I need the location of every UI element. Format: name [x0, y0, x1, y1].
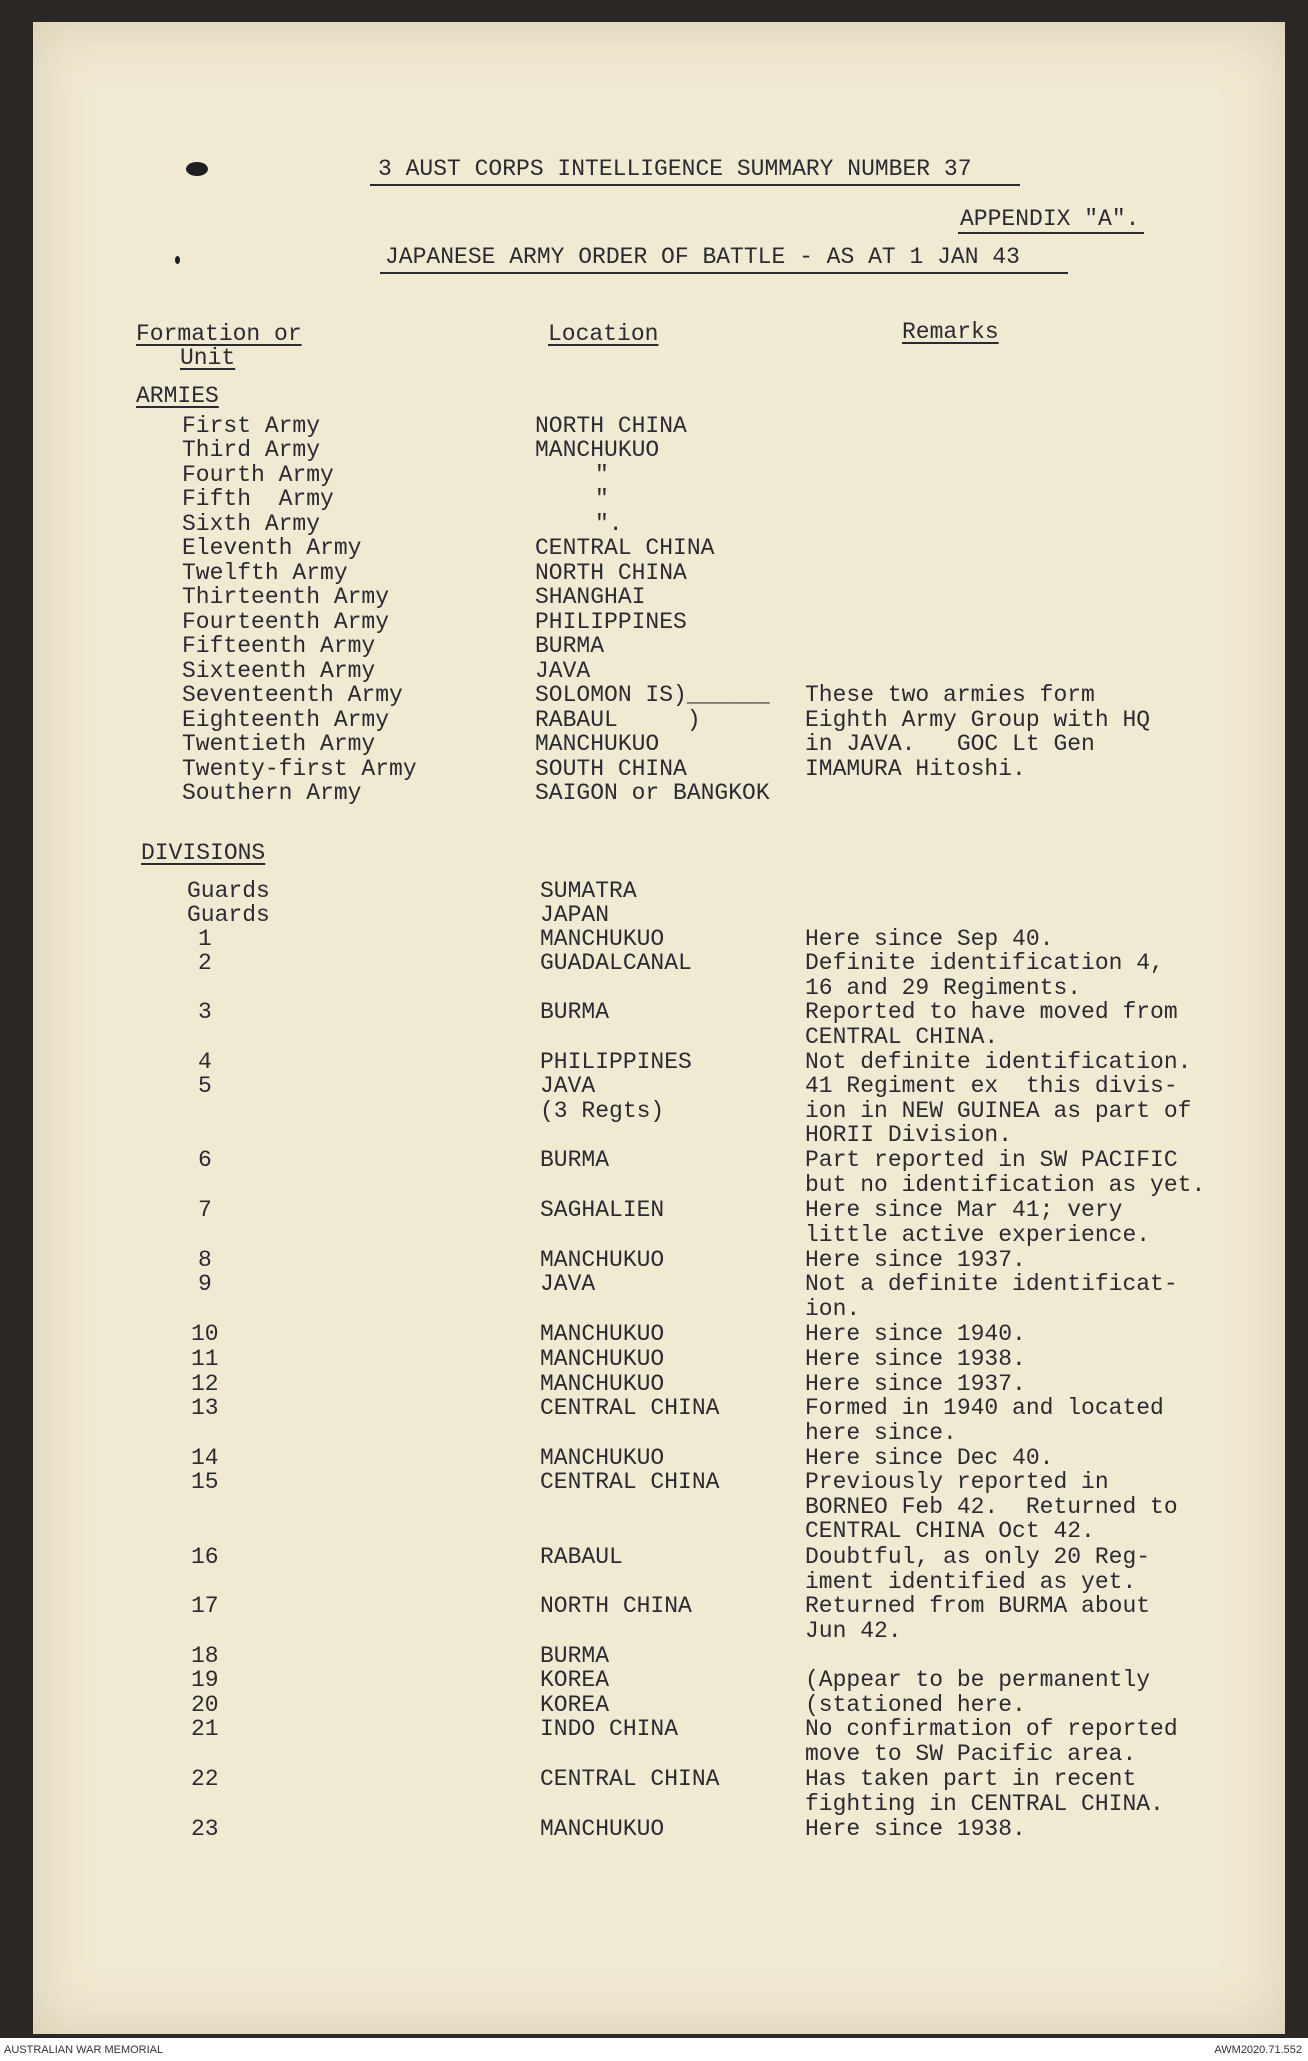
division-location: GUADALCANAL: [540, 950, 692, 976]
division-location: BURMA: [540, 999, 610, 1025]
division-remark-line: here since.: [805, 1419, 957, 1446]
armies-remark-line: IMAMURA Hitoshi.: [805, 756, 1026, 782]
division-location: JAPAN: [540, 902, 610, 928]
army-name: Fifteenth Army: [182, 633, 376, 659]
division-unit: 22: [191, 1766, 219, 1792]
division-unit: 13: [191, 1395, 219, 1421]
army-name: Twenty-first Army: [182, 756, 417, 782]
division-location: SUMATRA: [540, 878, 637, 904]
division-remark-line: Reported to have moved from: [805, 999, 1178, 1025]
subtitle-underline: [380, 272, 1068, 274]
footer-reference: AWM2020.71.552: [1214, 2044, 1302, 2056]
appendix-underline: [958, 232, 1144, 234]
archive-footer: [0, 2038, 1308, 2061]
punch-mark: [186, 162, 208, 176]
army-location: ": [595, 462, 609, 488]
division-unit: 23: [191, 1816, 219, 1842]
division-remark-line: Returned from BURMA about: [805, 1593, 1151, 1619]
division-remark-line: move to SW Pacific area.: [805, 1740, 1137, 1767]
division-remark-line: CENTRAL CHINA Oct 42.: [805, 1518, 1095, 1544]
division-unit: 1: [198, 926, 212, 952]
division-location: MANCHUKUO: [540, 1346, 665, 1372]
division-unit: 12: [191, 1371, 219, 1397]
division-remark-line: Here since 1938.: [805, 1346, 1026, 1372]
division-remark-line: Here since 1937.: [805, 1247, 1026, 1273]
army-name: Twentieth Army: [182, 731, 376, 757]
division-location: JAVA: [540, 1073, 596, 1099]
army-location: BURMA: [535, 633, 605, 659]
division-location: KOREA: [540, 1692, 610, 1718]
division-unit: 2: [198, 950, 212, 976]
division-remark-line: fighting in CENTRAL CHINA.: [805, 1790, 1164, 1817]
army-name: Third Army: [182, 437, 321, 463]
army-location: CENTRAL CHINA: [535, 535, 715, 561]
division-remark-line: Definite identification 4,: [805, 950, 1164, 976]
division-location: MANCHUKUO: [540, 1371, 665, 1397]
division-remark-line: HORII Division.: [805, 1122, 1013, 1148]
division-unit: 7: [198, 1197, 212, 1223]
division-location: MANCHUKUO: [540, 1445, 665, 1471]
division-unit: 4: [198, 1049, 212, 1075]
division-location: PHILIPPINES: [540, 1049, 692, 1075]
division-unit: 9: [198, 1271, 212, 1297]
division-unit: 11: [191, 1346, 219, 1372]
division-unit: Guards: [187, 902, 270, 928]
section-divisions: DIVISIONS: [141, 840, 266, 866]
division-remark-line: ion in NEW GUINEA as part of: [805, 1097, 1192, 1124]
division-remark-line: Here since 1940.: [805, 1321, 1026, 1347]
division-location: RABAUL: [540, 1544, 623, 1570]
division-remark-line: Doubtful, as only 20 Reg-: [805, 1544, 1151, 1570]
column-location: Location: [548, 321, 659, 347]
division-remark-line: Not definite identification.: [805, 1049, 1192, 1075]
army-name: First Army: [182, 413, 321, 439]
army-name: Eleventh Army: [182, 535, 362, 561]
army-name: Eighteenth Army: [182, 707, 390, 733]
division-location: BURMA: [540, 1643, 610, 1669]
division-remark-line: Has taken part in recent: [805, 1766, 1137, 1792]
division-unit: 19: [191, 1667, 219, 1693]
division-unit: 17: [191, 1593, 219, 1619]
division-location: MANCHUKUO: [540, 1321, 665, 1347]
army-location: MANCHUKUO: [535, 731, 660, 757]
division-location: KOREA: [540, 1667, 610, 1693]
division-remark-line: Here since Mar 41; very: [805, 1197, 1123, 1223]
division-remark-line: CENTRAL CHINA.: [805, 1023, 999, 1050]
division-location: MANCHUKUO: [540, 1247, 665, 1273]
division-location: CENTRAL CHINA: [540, 1469, 720, 1495]
division-location: MANCHUKUO: [540, 1816, 665, 1842]
armies-remark-line: These two armies form: [805, 682, 1095, 708]
division-remark-line: Previously reported in: [805, 1469, 1109, 1495]
army-name: Sixteenth Army: [182, 658, 376, 684]
division-remark-line: (Appear to be permanently: [805, 1667, 1151, 1693]
division-remark-line: Part reported in SW PACIFIC: [805, 1147, 1178, 1173]
division-remark-line: Here since Sep 40.: [805, 926, 1054, 952]
division-remark-line: (stationed here.: [805, 1692, 1026, 1718]
division-location: BURMA: [540, 1147, 610, 1173]
title-underline: [370, 184, 1020, 186]
division-unit: 16: [191, 1544, 219, 1570]
division-unit: 20: [191, 1692, 219, 1718]
division-location: INDO CHINA: [540, 1716, 679, 1742]
punch-mark-small: [175, 256, 180, 264]
army-name: Sixth Army: [182, 511, 321, 537]
army-location: MANCHUKUO: [535, 437, 660, 463]
division-remark-line: No confirmation of reported: [805, 1716, 1178, 1742]
army-location: NORTH CHINA: [535, 560, 687, 586]
division-remark-line: iment identified as yet.: [805, 1568, 1137, 1595]
army-location: SOUTH CHINA: [535, 756, 687, 782]
army-location: SHANGHAI: [535, 584, 646, 610]
division-remark-line: Not a definite identificat-: [805, 1271, 1178, 1297]
army-location: NORTH CHINA: [535, 413, 687, 439]
division-remark-line: Formed in 1940 and located: [805, 1395, 1164, 1421]
division-location: NORTH CHINA: [540, 1593, 692, 1619]
division-unit: 14: [191, 1445, 219, 1471]
army-location: ".: [595, 511, 623, 537]
army-name: Fifth Army: [182, 486, 334, 512]
section-armies: ARMIES: [136, 383, 219, 409]
division-unit: 6: [198, 1147, 212, 1173]
division-unit: 8: [198, 1247, 212, 1273]
division-remark-line: Here since 1938.: [805, 1816, 1026, 1842]
division-remark-line: BORNEO Feb 42. Returned to: [805, 1493, 1178, 1520]
division-location: SAGHALIEN: [540, 1197, 665, 1223]
army-name: Southern Army: [182, 780, 362, 806]
army-name: Seventeenth Army: [182, 682, 403, 708]
army-location: ": [595, 486, 609, 512]
division-unit: 21: [191, 1716, 219, 1742]
division-remark-line: little active experience.: [805, 1221, 1151, 1248]
division-remark-line: but no identification as yet.: [805, 1171, 1206, 1198]
army-location: SAIGON or BANGKOK: [535, 780, 770, 806]
division-location: MANCHUKUO: [540, 926, 665, 952]
army-name: Fourth Army: [182, 462, 334, 488]
document-title: 3 AUST CORPS INTELLIGENCE SUMMARY NUMBER 37: [378, 156, 972, 182]
division-unit: 5: [198, 1073, 212, 1099]
army-location: JAVA: [535, 658, 591, 684]
appendix-label: APPENDIX "A".: [960, 206, 1140, 232]
division-remark-line: 41 Regiment ex this divis-: [805, 1073, 1178, 1099]
division-remark-line: Here since 1937.: [805, 1371, 1026, 1397]
division-location: CENTRAL CHINA: [540, 1766, 720, 1792]
column-formation: Formation or: [136, 321, 302, 347]
document-subtitle: JAPANESE ARMY ORDER OF BATTLE - AS AT 1 JAN 43: [385, 244, 1020, 270]
army-location: SOLOMON IS)______: [535, 682, 770, 708]
division-location: JAVA: [540, 1271, 596, 1297]
column-remarks: Remarks: [902, 319, 999, 345]
division-unit: 15: [191, 1469, 219, 1495]
division-unit: 3: [198, 999, 212, 1025]
army-name: Thirteenth Army: [182, 584, 390, 610]
army-name: Twelfth Army: [182, 560, 348, 586]
division-location: CENTRAL CHINA: [540, 1395, 720, 1421]
division-unit: 10: [191, 1321, 219, 1347]
division-remark-line: 16 and 29 Regiments.: [805, 974, 1082, 1001]
division-remark-line: Here since Dec 40.: [805, 1445, 1054, 1471]
column-unit: Unit: [180, 345, 236, 371]
armies-remark-line: in JAVA. GOC Lt Gen: [805, 731, 1095, 757]
division-location-detail: (3 Regts): [540, 1098, 665, 1124]
army-location: RABAUL ): [535, 707, 701, 733]
army-location: PHILIPPINES: [535, 609, 687, 635]
armies-remark-line: Eighth Army Group with HQ: [805, 707, 1151, 733]
footer-institution: AUSTRALIAN WAR MEMORIAL: [4, 2044, 164, 2056]
division-remark-line: Jun 42.: [805, 1617, 902, 1644]
army-name: Fourteenth Army: [182, 609, 390, 635]
division-remark-line: ion.: [805, 1295, 861, 1322]
division-unit: Guards: [187, 878, 270, 904]
division-unit: 18: [191, 1643, 219, 1669]
